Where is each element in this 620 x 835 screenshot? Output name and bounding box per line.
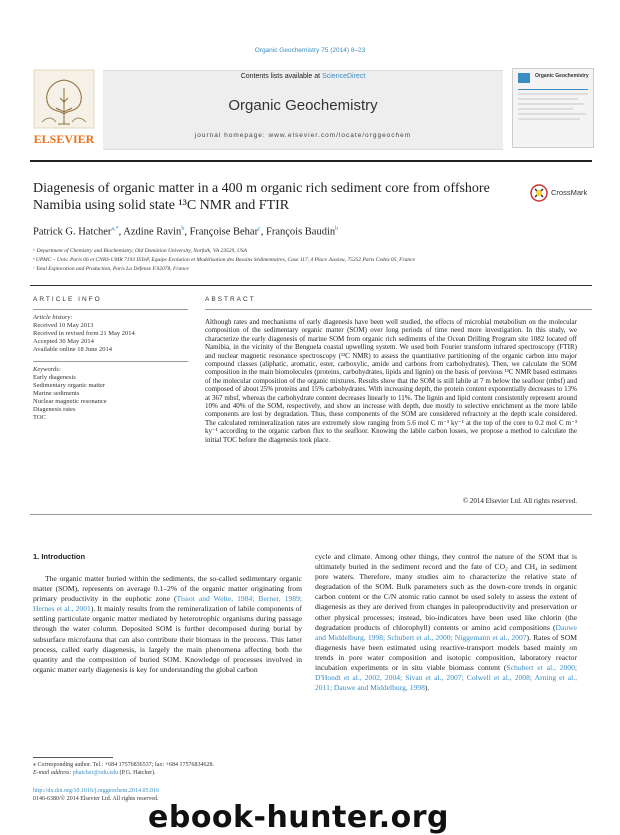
author-list: Patrick G. Hatcher$^{a,*}$, Azdine Ravin$^b$, Françoise Behar$^c$, François Baudin$^b$ <box>33 226 339 238</box>
keywords <box>33 366 188 422</box>
keyword: TOC <box>33 414 46 421</box>
footnote-rule <box>33 757 113 758</box>
email-label: E-mail address: <box>33 769 72 776</box>
body-column-left <box>33 574 302 675</box>
keywords-rule <box>33 361 188 362</box>
history-label: Article history: <box>33 314 73 321</box>
issn-line: 0146-6380/© 2014 Elsevier Ltd. All rights reserved. <box>33 796 159 802</box>
email-link[interactable]: phatcher@odu.edu <box>72 769 119 776</box>
body-text: ). It mainly results from the remineralization of labile components of settling particulate organic matter mediated by heterotrophic organisms during passage through the water column. Deposited SOM is further decomposed during burial by subsurface microfauna that can also contribute their biomass in the process. This latter process, called early diagenesis, is largely the main phenomena affecting both the quantity and the composition of buried SOM. Knowledge of processes involved in organic matter early diagenesis is key for understanding the global carbon <box>33 604 302 674</box>
crossmark-label: CrossMark <box>551 188 588 197</box>
cover-line <box>518 93 588 95</box>
email-line <box>33 770 303 778</box>
author-affil-marker[interactable]: c <box>258 226 261 232</box>
cover-line <box>518 113 586 115</box>
author-affil-marker[interactable]: a,* <box>111 226 119 232</box>
history-item: Received in revised form 21 May 2014 <box>33 330 135 337</box>
affiliation: ᶜ Total Exploration and Production, Paris La Défense F.92078, France <box>33 266 189 272</box>
keyword: Diagenesis rates <box>33 406 76 413</box>
abstract-bottom-rule <box>30 514 592 515</box>
body-text: cycle and climate. Among other things, they control the nature of the SOM that is ultimately buried in the sediment record and the fate of CO₂ and CH₄ in sediment pore waters. Therefore, many studies aim to characterize the relative state of degradation of the SOM. Bulk parameters such as the down-core trends in organic carbon content or the C/N atomic ratio cannot be used solely to assess the extent of diagenesis as they are derived from changes in paleoproductivity and preservation or other physical processes; instead, bio-indicators have been used like chlorin (the degradation products of chlorophyll) contents or amino acid compositions ( <box>315 552 577 632</box>
abstract-copyright: © 2014 Elsevier Ltd. All rights reserved. <box>462 497 577 505</box>
contents-line <box>103 73 503 80</box>
body-text: ). <box>424 683 430 693</box>
author-affil-marker[interactable]: b <box>181 226 185 232</box>
article-info-rule <box>33 309 188 310</box>
cover-rule <box>518 89 588 90</box>
crossmark-icon <box>530 184 548 202</box>
header-rule <box>30 160 592 162</box>
author-name[interactable]: Françoise Behar <box>189 226 259 238</box>
citation-link[interactable]: Dauwe and Middelburg, 1998; Schubert et al., 2000; Niggemann et al., 2007 <box>315 622 577 642</box>
journal-cover-thumbnail <box>512 68 594 148</box>
journal-reference[interactable]: Organic Geochemistry 75 (2014) 8–23 <box>254 47 366 54</box>
contents-label: Contents lists available at <box>240 73 321 80</box>
corresponding-author-note: ⁎ Corresponding author. Tel.: +684 17576836537; fax: +684 17576834628. <box>33 762 215 768</box>
abstract-heading: ABSTRACT <box>205 296 256 303</box>
section-heading-introduction: 1. Introduction <box>33 552 86 561</box>
cover-line <box>518 103 584 105</box>
cover-emblem-icon <box>518 73 530 83</box>
keyword: Early diagenesis <box>33 374 76 381</box>
cover-line <box>518 108 573 110</box>
keywords-label: Keywords: <box>33 366 61 373</box>
history-item: Accepted 30 May 2014 <box>33 338 94 345</box>
citation-link[interactable]: Schubert et al., 2000; D'Hondt et al., 2002, 2004; Sivan et al., 2007; Colwell et al., 2008; Arning et al., 2011; Dauwe and Middelburg, 1998 <box>315 663 577 693</box>
citation-link[interactable]: Tissot and Welte, 1984; Berner, 1989; Hernes et al., 2001 <box>33 594 303 614</box>
abstract-rule <box>205 309 592 310</box>
author-name[interactable]: Patrick G. Hatcher <box>33 226 112 238</box>
body-column-right <box>315 552 577 693</box>
affiliation-rule <box>30 285 592 286</box>
author-name[interactable]: Azdine Ravin <box>123 226 182 238</box>
email-suffix: (P.G. Hatcher). <box>119 769 156 776</box>
article-history <box>33 314 188 354</box>
cover-line <box>518 98 578 100</box>
abstract-text: Although rates and mechanisms of early diagenesis have been well studied, the effects of microbial metabolism on the molecular composition of the sedimentary organic matter (SOM) over long periods of time need more investigation. In this study, we characterize the early diagenesis of marine SOM from organic rich sediments of the Ocean Drilling Program site 1082 located off Namibia, in the vicinity of the Benguela coastal upwelling system. We used both Fourier transform infrared spectroscopy (FTIR) and nuclear magnetic resonance spectroscopy (¹³C NMR) to assess the quantitative partitioning of the organic carbon into major compound classes (aliphatic, aromatic, ester, carboxylic, amide and carbons from carbohydrates). Then, we calculate the SOM composition in the main biomolecules (proteins, carbohydrates, lipids and lignin) on the basis of previous ¹³C NMR based estimates of the molecular composition of the organic mixtures. Results show that the SOM is still labile at 7 m below the seafloor (mbsf) and composed of about 25% proteins and 15% carbohydrates. With increasing depth, the protein content exponentially decreases to 13% at 367 mbsf, whereas the carbohydrate content decreases linearly to 11%. The lignin and lipid content consistently represent around 10% and 40% of the SOM, respectively, and show an increase with depth, due mostly to selective enrichment as the more labile components are lost by degradation. Thus, these components of the SOM are considered refractory at the depth scale considered. The calculated remineralization rates are extremely slow ranging from 5.6 mol C m⁻³ ky⁻¹ at the top of the core to 0.2 mol C m⁻³ ky⁻¹ according to the organic carbon flux to the seafloor. Knowing the labile carbon losses, we propose a method to calculate the initial TOC before the diagenesis took place. <box>205 318 577 444</box>
author-affil-marker[interactable]: b <box>335 226 339 232</box>
watermark-text: ebook-hunter.org <box>148 800 449 835</box>
author-name[interactable]: François Baudin <box>266 226 336 238</box>
elsevier-wordmark: ELSEVIER <box>33 132 95 146</box>
keyword: Nuclear magnetic resonance <box>33 398 107 405</box>
keyword: Marine sediments <box>33 390 80 397</box>
article-title: Diagenesis of organic matter in a 400 m organic rich sediment core from offshore Namibia using solid state ¹³C NMR and FTIR <box>33 181 490 213</box>
history-item: Available online 18 June 2014 <box>33 346 112 353</box>
history-item: Received 10 May 2013 <box>33 322 94 329</box>
body-text: The organic matter buried within the sediments, the so-called sedimentary organic matter (SOM), represents on average 0.1–2% of the organic matter originating from primary productivity in the euphotic zone ( <box>33 574 302 604</box>
body-text: ). Rates of SOM diagenesis have been estimated using reactive-transport models based mainly on trends in pore water composition and isotopic composition, laboratory reactor incubation experiments or in situ viable biomass content ( <box>315 632 577 673</box>
sciencedirect-link[interactable]: ScienceDirect <box>322 73 366 80</box>
journal-title: Organic Geochemistry <box>228 97 378 114</box>
crossmark-badge[interactable] <box>530 183 600 203</box>
cover-title: Organic Geochemistry <box>535 73 589 79</box>
affiliation: ᵇ UPMC – Univ. Paris 06 et CNRS-UMR 7193 ISTeP, Equipe Evolution et Modélisation des Bassins Sédimentaires, Case 117, 4 Place Jussieu, 75252 Paris Cedex 05, France <box>33 257 416 263</box>
footnote <box>33 762 303 777</box>
doi-link[interactable]: http://dx.doi.org/10.1016/j.orggeochem.2014.05.016 <box>33 788 159 794</box>
affiliation: ᵃ Department of Chemistry and Biochemistry, Old Dominion University, Norfolk, VA 23529, USA <box>33 248 248 254</box>
cover-line <box>518 118 580 120</box>
article-info-heading: ARTICLE INFO <box>33 296 102 303</box>
journal-homepage[interactable]: journal homepage: www.elsevier.com/locate/orggeochem <box>194 132 412 139</box>
keyword: Sedimentary organic matter <box>33 382 106 389</box>
elsevier-logo <box>30 68 98 148</box>
